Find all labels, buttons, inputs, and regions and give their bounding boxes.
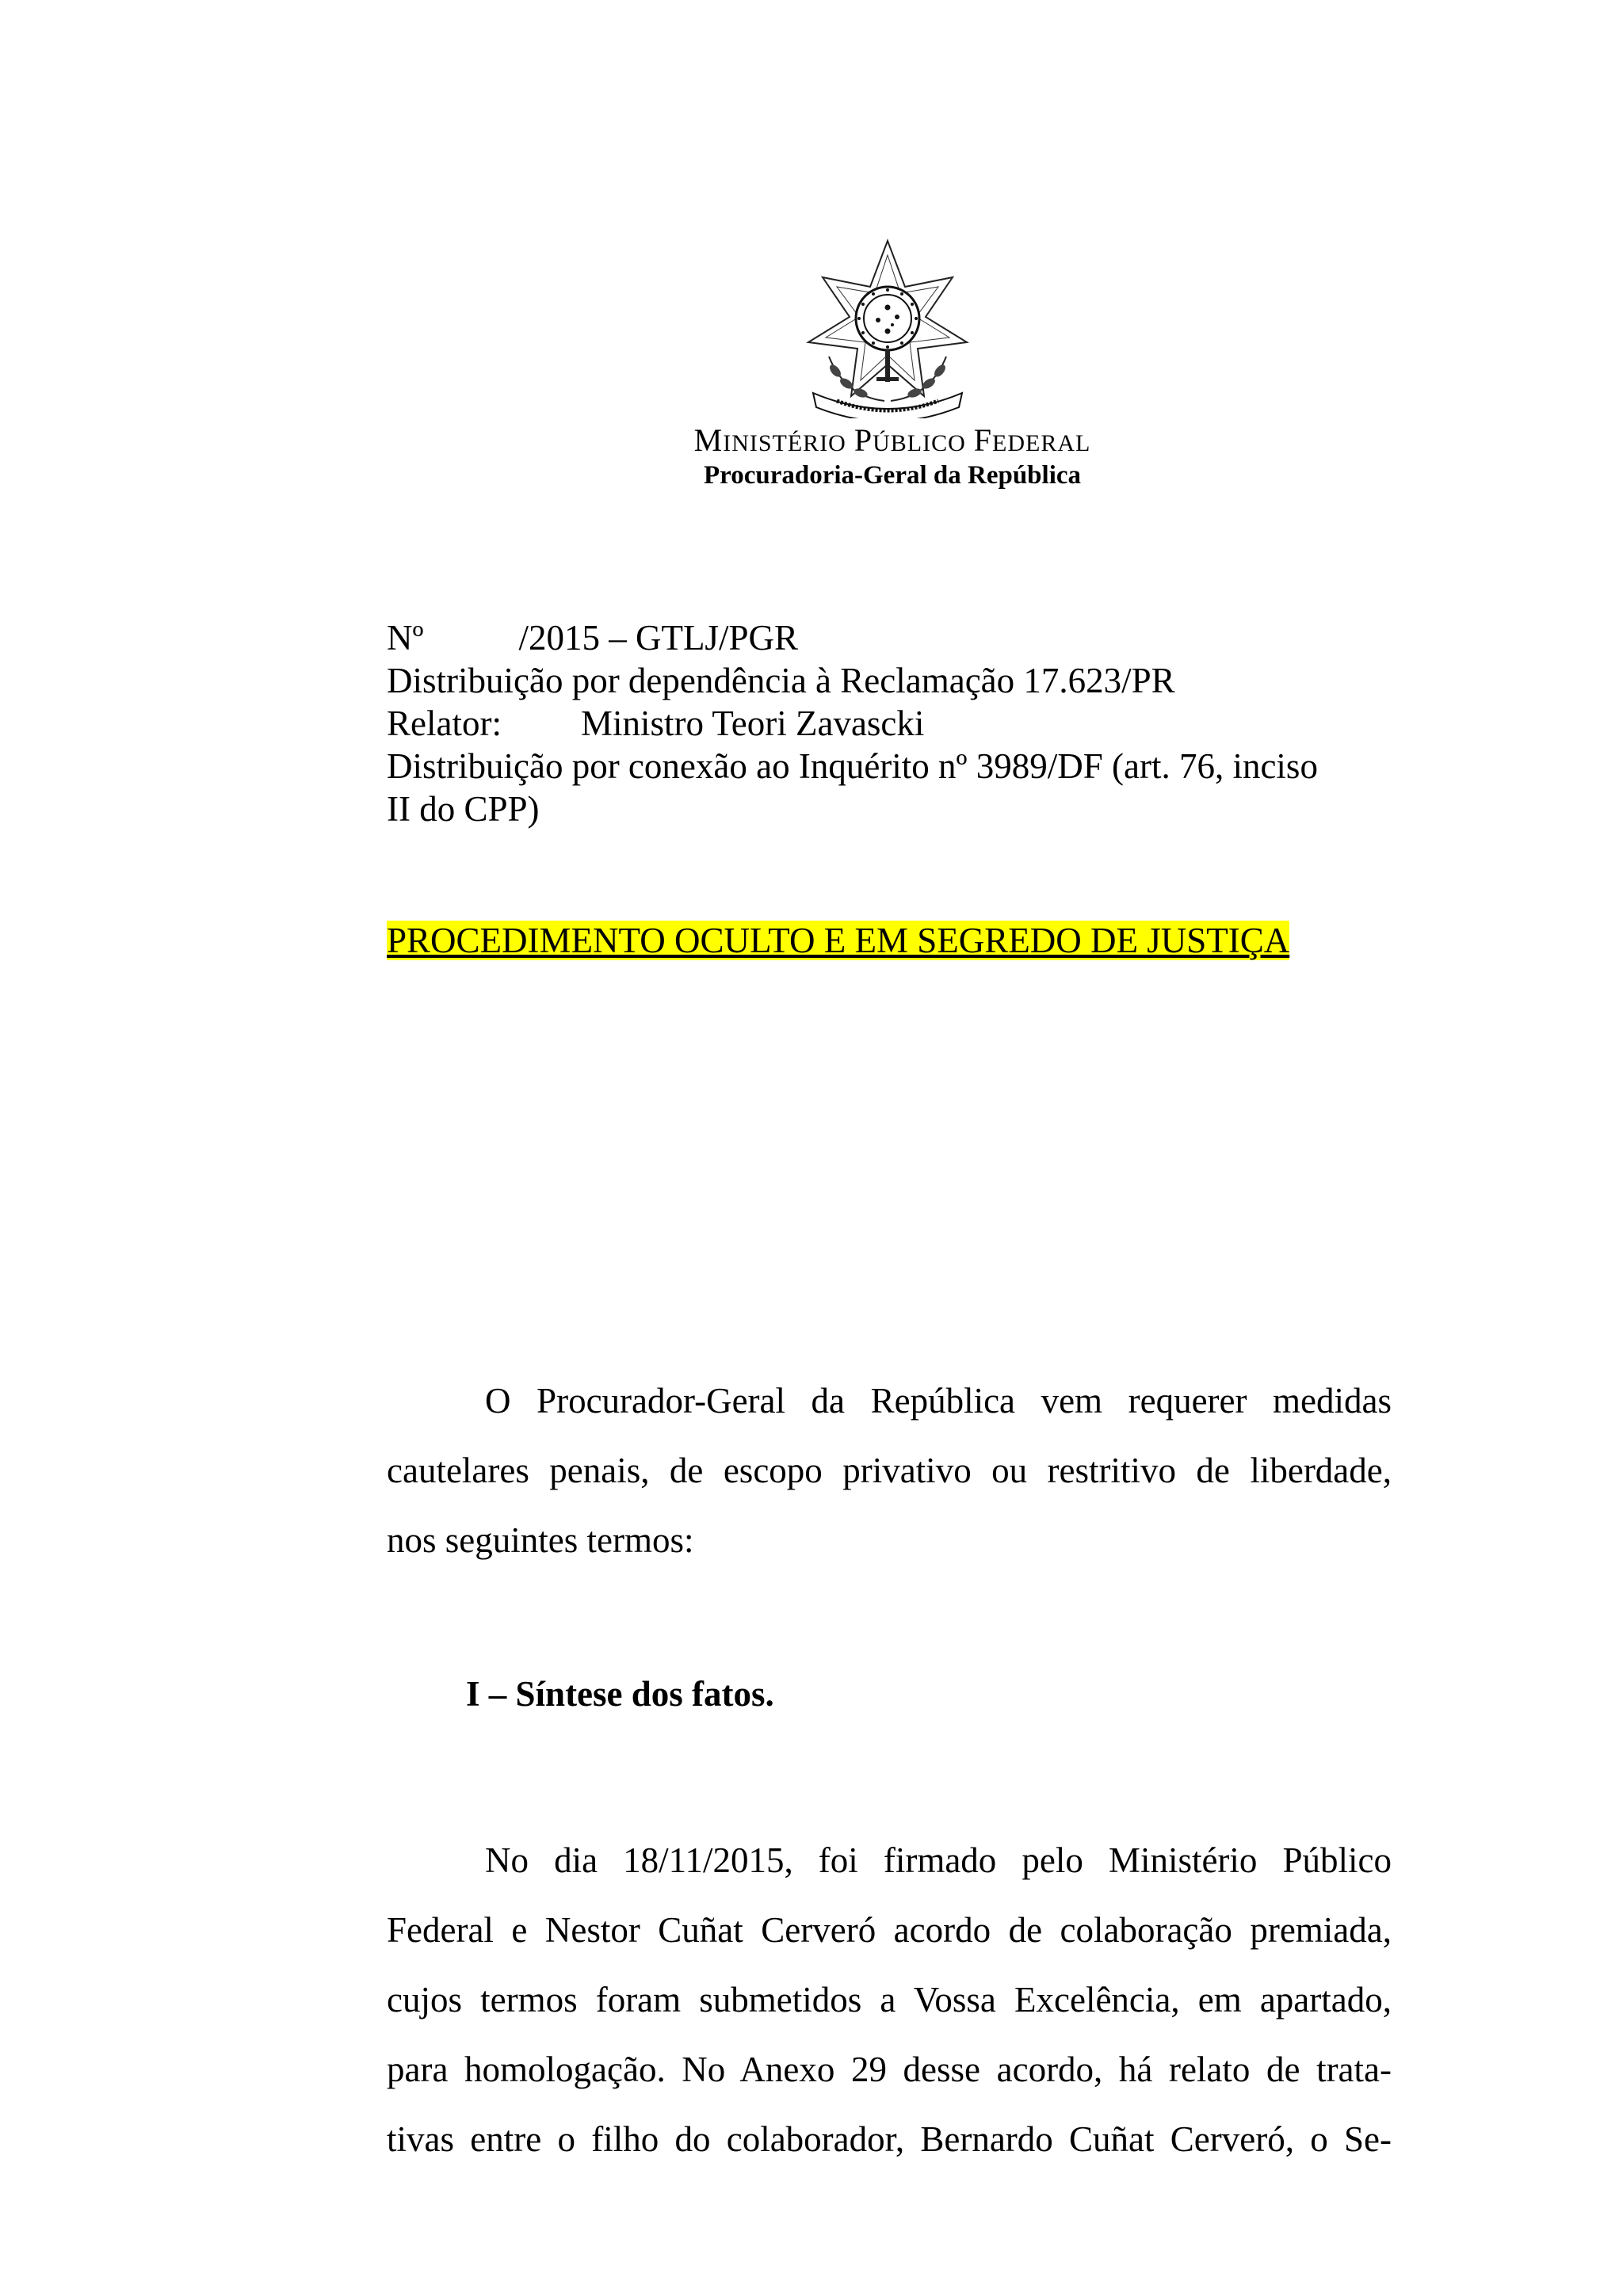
distribution-dependency-line: Distribuição por dependência à Reclamação 17.623/PR: [387, 661, 1175, 700]
facts-line: cujos termos foram submetidos a Vossa Excelência, em apartado,: [387, 1980, 1392, 2019]
facts-line: Federal e Nestor Cuñat Cerveró acordo de colaboração premiada,: [387, 1910, 1392, 1950]
coat-of-arms-seal: [797, 238, 978, 418]
facts-line: No dia 18/11/2015, foi firmado pelo Ministério Público: [485, 1840, 1392, 1880]
number-label: Nº: [387, 618, 424, 658]
rapporteur-line: [387, 702, 924, 745]
section-heading: I – Síntese dos fatos.: [466, 1674, 774, 1714]
facts-line: para homologação. No Anexo 29 desse acordo, há relato de trata-: [387, 2050, 1392, 2089]
institution-name: MINISTÉRIO PÚBLICO FEDERAL: [693, 422, 1091, 458]
number-value: /2015 – GTLJ/PGR: [518, 618, 798, 658]
intro-line: O Procurador-Geral da República vem requerer medidas: [485, 1381, 1392, 1421]
intro-line: cautelares penais, de escopo privativo ou restritivo de liberdade,: [387, 1451, 1392, 1490]
facts-paragraph: [387, 1825, 1392, 2174]
distribution-connection-line-1: Distribuição por conexão ao Inquérito nº 3989/DF (art. 76, inciso: [387, 746, 1318, 786]
intro-line: nos seguintes termos:: [387, 1520, 694, 1560]
department-name: Procuradoria-Geral da República: [703, 461, 1082, 490]
rapporteur-label: Relator:: [387, 704, 502, 743]
distribution-connection-line-2: II do CPP): [387, 789, 540, 829]
intro-paragraph: [387, 1366, 1392, 1575]
secrecy-notice: [387, 919, 1289, 962]
secrecy-notice-text: PROCEDIMENTO OCULTO E EM SEGREDO DE JUSTIÇA: [387, 921, 1290, 960]
rapporteur-name: Ministro Teori Zavascki: [580, 704, 925, 743]
document-number-line: [387, 616, 798, 659]
facts-line: tivas entre o filho do colaborador, Bernardo Cuñat Cerveró, o Se-: [387, 2119, 1392, 2159]
